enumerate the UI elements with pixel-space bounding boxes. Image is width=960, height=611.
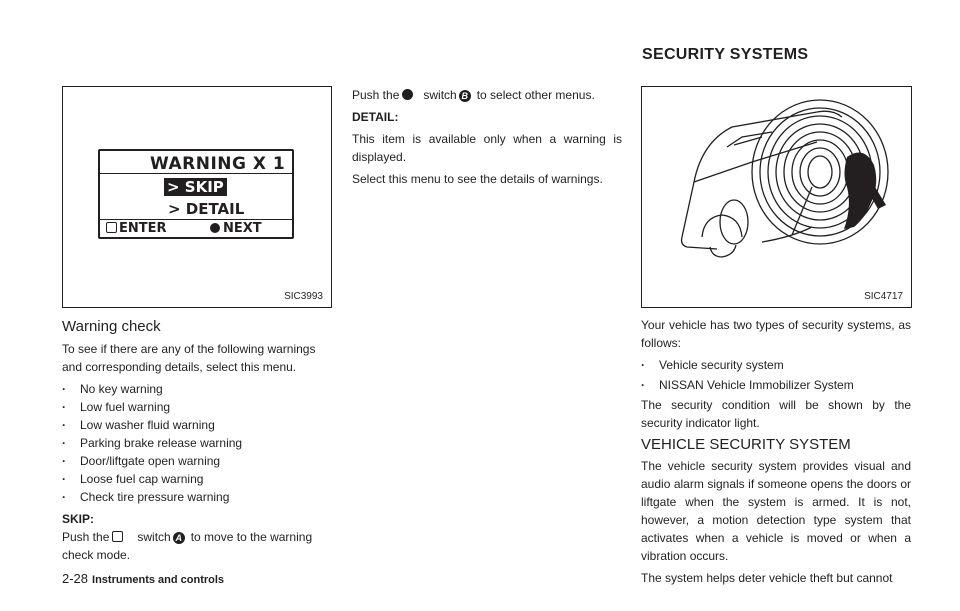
next-switch-icon [402,89,413,100]
list-item: . NISSAN Vehicle Immobilizer System [641,376,911,394]
warning-check-heading: Warning check [62,318,161,335]
list-item: . Vehicle security system [641,356,911,374]
lcd-title: WARNING X 1 [150,154,286,174]
lcd-detail-option: > DETAIL [168,200,245,218]
figure-security-illustration [641,86,912,308]
warning-list [62,380,334,506]
vehicle-security-paragraph: The vehicle security system provides visual and audio alarm signals if someone opens the doors or liftgate when the system is armed. It is not, however, a motion detection type system that activates when a vehicle is moved or when a vibration occurs. [641,459,911,563]
enter-switch-icon [112,531,123,542]
lcd-enter-hint: ENTER [106,221,167,236]
figure-id: SIC3993 [284,291,323,302]
vehicle-security-illustration [642,87,911,307]
chapter-label: Instruments and controls [92,574,225,586]
lcd-divider [100,173,292,174]
callout-a-icon: A [173,532,185,544]
detail-label: DETAIL: [352,110,399,124]
next-switch-icon [210,223,220,233]
security-condition: The security condition will be shown by the security indicator light. [641,398,911,430]
page-number: 2-28 [62,571,89,586]
detail-text: This item is available only when a warning is displayed. [352,132,622,164]
security-intro: Your vehicle has two types of security systems, as follows: [641,318,911,350]
push-description: Push the switch B to select other menus. [352,88,595,102]
middle-column [352,86,622,188]
list-item: . Check tire pressure warning [62,488,334,506]
section-title: SECURITY SYSTEMS [642,46,809,63]
page-footer [62,571,224,586]
right-column [641,316,911,587]
lcd-next-hint: NEXT [210,221,262,236]
skip-description: Push the switch A to move to the warning check mode. [62,530,313,562]
lcd-footer-bar [100,219,292,237]
list-item: . Door/liftgate open warning [62,452,334,470]
detail-select-text: Select this menu to see the details of warnings. [352,172,603,186]
vehicle-security-heading: VEHICLE SECURITY SYSTEM [641,436,851,453]
list-item: . Low washer fluid warning [62,416,334,434]
list-item: . Parking brake release warning [62,434,334,452]
lcd-skip-option: > SKIP [164,178,227,196]
figure-id: SIC4717 [864,291,903,302]
list-item: . Low fuel warning [62,398,334,416]
left-column [62,318,334,564]
skip-label: SKIP: [62,512,95,526]
callout-b-icon: B [459,90,471,102]
warning-intro: To see if there are any of the following warnings and corresponding details, select this menu. [62,342,316,374]
list-item: . No key warning [62,380,334,398]
lcd-display [98,149,294,239]
vehicle-security-paragraph-2: The system helps deter vehicle theft but cannot [641,571,893,585]
figure-warning-display [62,86,332,308]
enter-switch-icon [106,222,117,233]
list-item: . Loose fuel cap warning [62,470,334,488]
